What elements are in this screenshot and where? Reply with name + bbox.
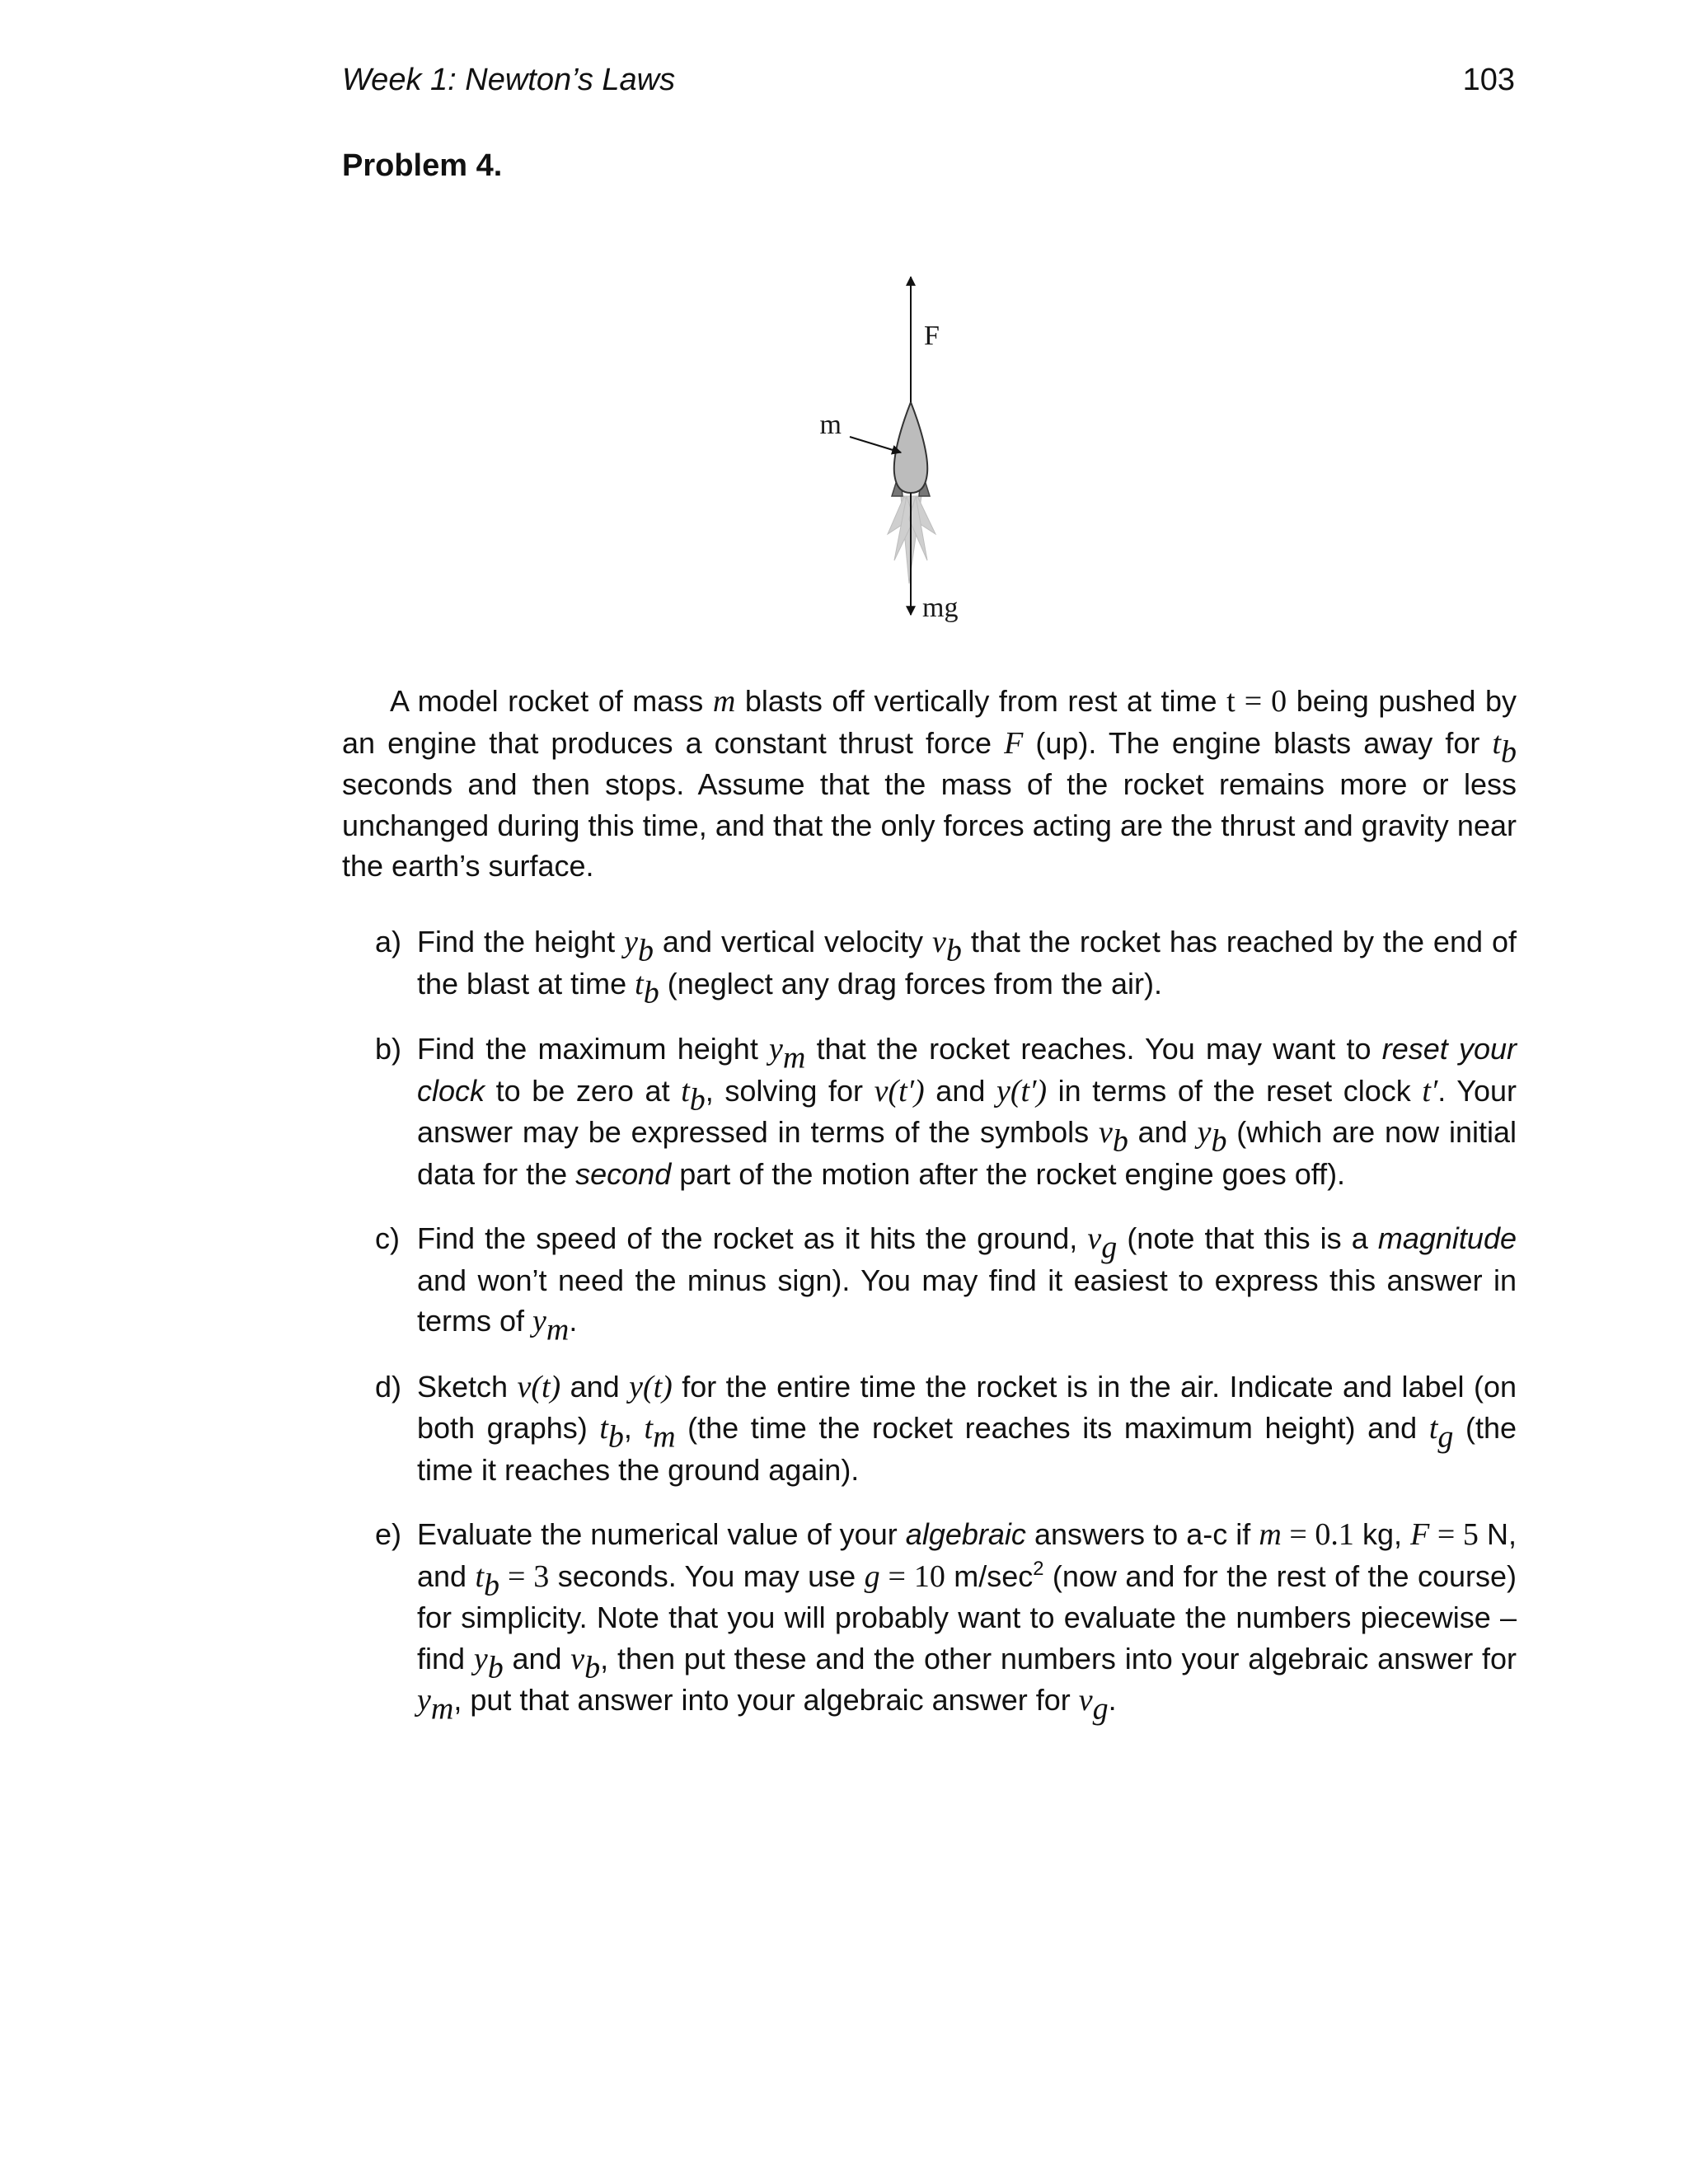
part-a-marker: a) [375, 925, 402, 958]
part-d-marker: d) [375, 1369, 402, 1404]
mass-pointer-arrow [850, 437, 901, 452]
mass-label: m [819, 410, 842, 440]
running-header-title: Week 1: Newton’s Laws [342, 63, 676, 97]
rocket-body [894, 402, 927, 493]
weight-label: mg [922, 593, 959, 623]
page-number: 103 [1462, 63, 1515, 97]
rocket-force-diagram [812, 272, 1059, 651]
part-e: e) Evaluate the numerical value of your algebraic answers to a-c if m = 0.1 kg, F = 5 N, and $t_b = 3$ seconds. You may use g = 10 $m/\sec^2$ (now and for the rest of the course) for simplicity. Note that you will probably want to evaluate the numbers piecewise – find $y_b$ and $v_b$, then put these and the other numbers into your algebraic answer for $y_m$, put that answer into your algebraic answer for $v_g$. [342, 1514, 1517, 1722]
part-c: c) Find the speed of the rocket as it hits the ground, $v_g$ (note that this is a magnitude and won’t need the minus sign). You may find it easiest to express this answer in terms of $y_m$. [342, 1218, 1517, 1343]
problem-statement: A model rocket of mass m blasts off vertically from rest at time t = 0 being pushed by an engine that produces a constant thrust force F (up). The engine blasts away for $t_b$ seconds and then stops. Assume that the mass of the rocket remains more or less unchanged during this time, and that the only forces acting are the thrust and gravity near the earth’s surface. [342, 684, 1517, 883]
problem-title: Problem 4. [342, 148, 503, 183]
part-a: a) Find the height $y_b$ and vertical velocity $v_b$ that the rocket has reached by the end of the blast at time $t_b$ (neglect any drag forces from the air). [342, 921, 1517, 1005]
part-b-marker: b) [375, 1032, 402, 1066]
part-d: d) Sketch v(t) and y(t) for the entire time the rocket is in the air. Indicate and label (on both graphs) $t_b$, $t_m$ (the time the rocket reaches its maximum height) and $t_g$ (the time it reaches the ground again). [342, 1366, 1517, 1491]
force-label: F [924, 321, 940, 351]
part-c-marker: c) [375, 1221, 400, 1255]
part-e-marker: e) [375, 1517, 402, 1551]
part-b: b) Find the maximum height $y_m$ that the rocket reaches. You may want to reset your clock to be zero at $t_b$, solving for v(t′) and y(t′) in terms of the reset clock t′. Your answer may be expressed in terms of the symbols $v_b$ and $y_b$ (which are now initial data for the second part of the motion after the rocket engine goes off). [342, 1029, 1517, 1194]
problem-parts-list [342, 921, 1517, 1746]
